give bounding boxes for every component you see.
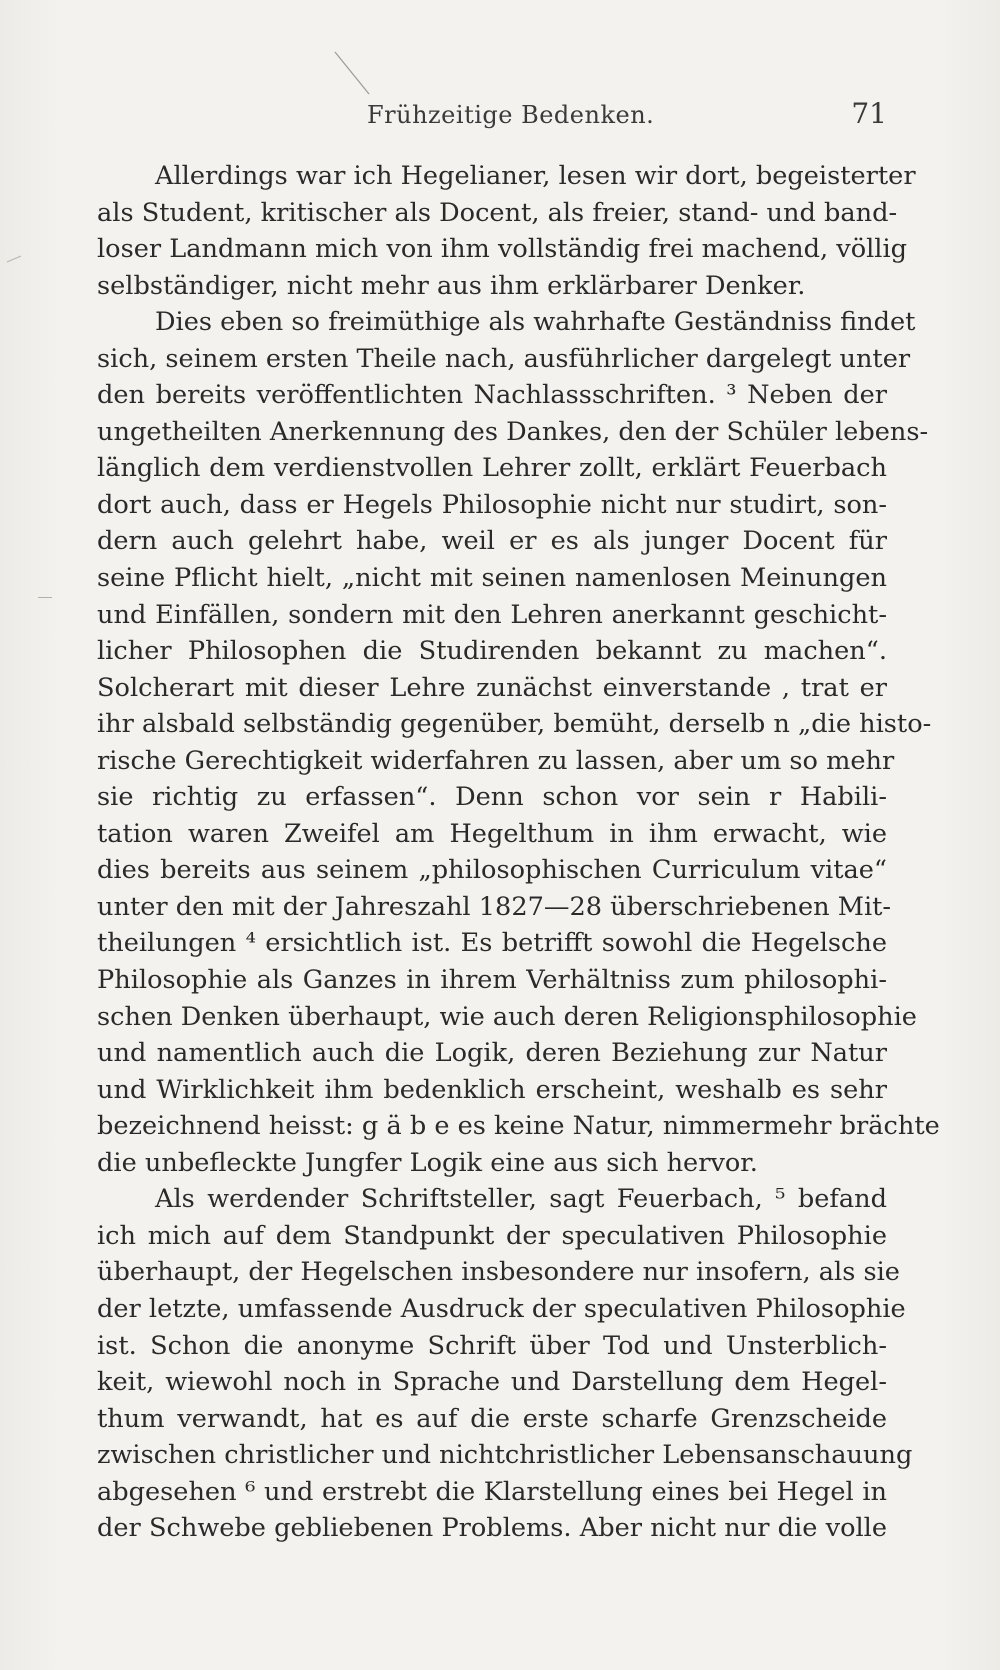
text-line: theilungen ⁴ ersichtlich ist. Es betrifft sowohl die Hegelsche [97,928,887,959]
text-line: bezeichnend heisst: g ä b e es keine Natur, nimmermehr brächte [97,1111,940,1142]
text-line: ungetheilten Anerkennung des Dankes, den der Schüler lebens- [97,416,929,447]
text-line: dern auch gelehrt habe, weil er es als junger Docent für [97,526,887,557]
text-line: ist. Schon die anonyme Schrift über Tod und Unsterblich- [97,1330,887,1361]
text-line: thum verwandt, hat es auf die erste scharfe Grenzscheide [97,1403,887,1434]
text-line: Als werdender Schriftsteller, sagt Feuerbach, ⁵ befand [155,1184,887,1215]
running-header [97,97,887,137]
text-line: ihr alsbald selbständig gegenüber, bemüht, derselb n „die histo- [97,709,932,740]
text-line: sich, seinem ersten Theile nach, ausführlicher dargelegt unter [97,343,911,374]
text-line: und Wirklichkeit ihm bedenklich erscheint, weshalb es sehr [97,1074,887,1105]
text-line: keit, wiewohl noch in Sprache und Darstellung dem Hegel- [97,1367,887,1398]
text-line: licher Philosophen die Studirenden bekannt zu machen“. [97,636,887,667]
text-line: länglich dem verdienstvollen Lehrer zollt, erklärt Feuerbach [97,453,887,484]
page-number: 71 [851,97,887,130]
text-line: Solcherart mit dieser Lehre zunächst einverstande , trat er [97,672,887,703]
text-line: Philosophie als Ganzes in ihrem Verhältniss zum philosophi- [97,965,887,996]
text-line: der Schwebe gebliebenen Problems. Aber nicht nur die volle [97,1513,887,1544]
text-line: als Student, kritischer als Docent, als freier, stand- und band- [97,197,898,228]
running-title: Frühzeitige Bedenken. [367,101,655,129]
pencil-stroke-mark [333,50,373,100]
margin-pencil-mark [6,255,22,263]
text-line: dort auch, dass er Hegels Philosophie nicht nur studirt, son- [97,489,887,520]
text-line: rische Gerechtigkeit widerfahren zu lassen, aber um so mehr [97,745,895,776]
text-line: unter den mit der Jahreszahl 1827—28 überschriebenen Mit- [97,891,892,922]
text-line: Allerdings war ich Hegelianer, lesen wir dort, begeisterter [155,161,916,191]
text-line: ich mich auf dem Standpunkt der speculativen Philosophie [97,1220,887,1251]
text-line: und Einfällen, sondern mit den Lehren anerkannt geschicht- [97,599,887,630]
text-line: schen Denken überhaupt, wie auch deren Religionsphilosophie [97,1001,917,1032]
text-line: selbständiger, nicht mehr aus ihm erklärbarer Denker. [97,270,806,301]
text-line: tation waren Zweifel am Hegelthum in ihm erwacht, wie [97,818,887,849]
text-line: der letzte, umfassende Ausdruck der speculativen Philosophie [97,1293,906,1324]
text-line: abgesehen ⁶ und erstrebt die Klarstellung eines bei Hegel in [97,1476,887,1507]
text-line: sie richtig zu erfassen“. Denn schon vor sein r Habili- [97,782,887,813]
text-line: dies bereits aus seinem „philosophischen Curriculum vitae“ [97,855,887,886]
text-line: seine Pflicht hielt, „nicht mit seinen namenlosen Meinungen [97,563,887,594]
text-line: und namentlich auch die Logik, deren Beziehung zur Natur [97,1038,887,1069]
text-line: überhaupt, der Hegelschen insbesondere nur insofern, als sie [97,1257,900,1288]
text-line: zwischen christlicher und nichtchristlicher Lebensanschauung [97,1440,913,1471]
text-line: Dies eben so freimüthige als wahrhafte Geständniss findet [155,307,916,338]
text-line: die unbefleckte Jungfer Logik eine aus sich hervor. [97,1147,758,1178]
text-line: den bereits veröffentlichten Nachlassschriften. ³ Neben der [97,380,887,411]
body-text [97,158,940,1547]
margin-dash-mark [38,596,52,599]
text-line: loser Landmann mich von ihm vollständig frei machend, völlig [97,234,908,265]
